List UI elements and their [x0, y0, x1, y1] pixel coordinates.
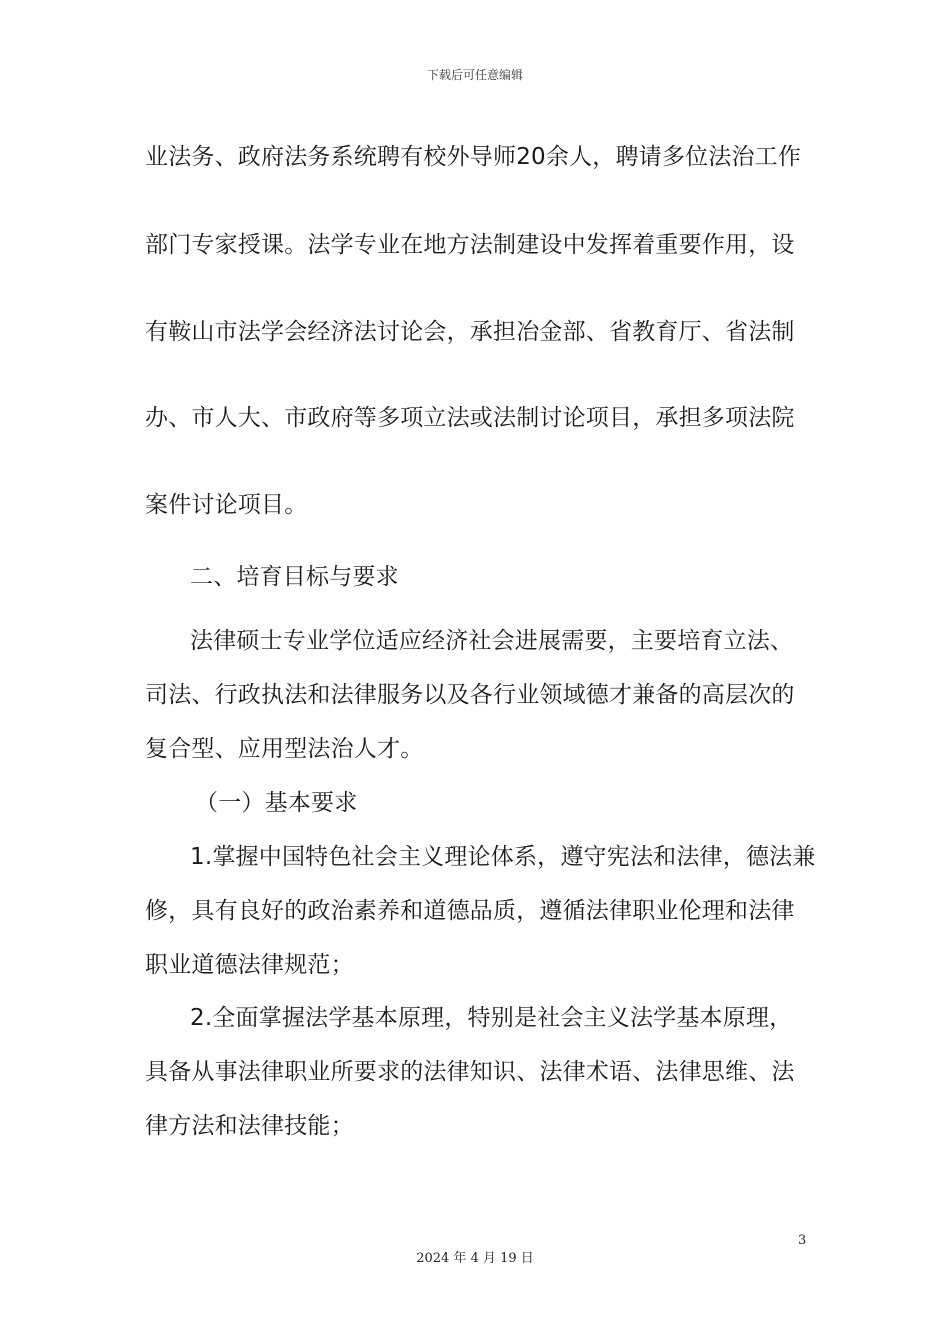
- body-line: 法律硕士专业学位适应经济社会进展需要，主要培育立法、: [190, 628, 794, 654]
- body-line: 有鞍山市法学会经济法讨论会，承担冶金部、省教育厅、省法制: [145, 319, 795, 345]
- header-note: 下载后可任意编辑: [426, 68, 523, 82]
- body-line: 复合型、应用型法治人才。: [145, 736, 424, 762]
- section-heading: 二、培育目标与要求: [190, 564, 399, 590]
- body-line: 司法、行政执法和法律服务以及各行业领域德才兼备的高层次的: [145, 682, 795, 708]
- body-line: 办、市人大、市政府等多项立法或法制讨论项目，承担多项法院: [145, 405, 795, 431]
- body-line: 职业道德法律规范；: [145, 952, 354, 978]
- body-line: 业法务、政府法务系统聘有校外导师20余人，聘请多位法治工作: [145, 144, 802, 170]
- body-line: 律方法和法律技能；: [145, 1113, 354, 1139]
- body-line: 具备从事法律职业所要求的法律知识、法律术语、法律思维、法: [145, 1059, 795, 1085]
- subsection-heading: （一）基本要求: [195, 790, 358, 816]
- body-line: 案件讨论项目。: [145, 492, 308, 518]
- body-line: 修，具有良好的政治素养和道德品质，遵循法律职业伦理和法律: [145, 898, 795, 924]
- page-number: 3: [798, 1233, 807, 1248]
- body-line: 2.全面掌握法学基本原理，特别是社会主义法学基本原理，: [190, 1005, 793, 1031]
- body-line: 1.掌握中国特色社会主义理论体系，遵守宪法和法律，德法兼: [190, 844, 816, 870]
- footer-date: 2024 年 4 月 19 日: [416, 1251, 534, 1266]
- body-line: 部门专家授课。法学专业在地方法制建设中发挥着重要作用，设: [145, 232, 795, 258]
